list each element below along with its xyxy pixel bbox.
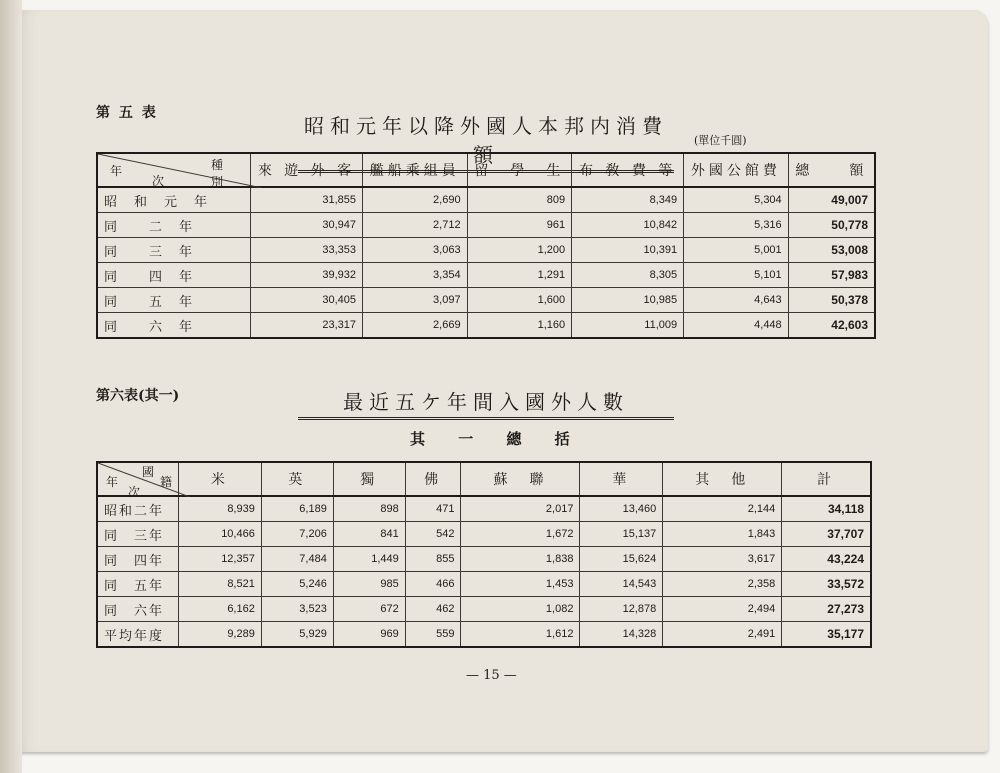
table5-cell: 1,600 [467, 288, 572, 313]
table6-col-header: 華 [580, 462, 663, 496]
table6-cell: 542 [405, 522, 461, 547]
table5-cell: 2,712 [363, 213, 468, 238]
table6-total-cell: 35,177 [782, 622, 871, 648]
table6-cell: 12,878 [580, 597, 663, 622]
table5-cell: 11,009 [572, 313, 684, 339]
table6-subtitle: 其 一 總 括 [410, 430, 584, 448]
table5-cell: 5,001 [684, 238, 789, 263]
table5-cell: 23,317 [251, 313, 363, 339]
table6-cell: 2,491 [663, 622, 782, 648]
table5-corner-cell [97, 153, 260, 189]
table6-col-header: 蘇 聯 [461, 462, 580, 496]
table6-cell: 1,838 [461, 547, 580, 572]
table6-label: 第六表(其一) [96, 388, 180, 404]
table6-col-header: 獨 [333, 462, 405, 496]
table5-row [97, 238, 875, 263]
table6-cell: 2,144 [663, 496, 782, 522]
table6-corner-mid: 籍 [160, 475, 177, 489]
table6-cell: 7,206 [261, 522, 333, 547]
table6-total-cell: 37,707 [782, 522, 871, 547]
table5-cell: 2,669 [363, 313, 468, 339]
table6-cell: 1,449 [333, 547, 405, 572]
table5-cell: 31,855 [251, 187, 363, 213]
table6-header-row [97, 462, 871, 496]
table6-cell: 7,484 [261, 547, 333, 572]
table6-cell: 15,624 [580, 547, 663, 572]
table6-row-label: 平均年度 [97, 622, 179, 648]
table6-row [97, 547, 871, 572]
table5-cell: 5,304 [684, 187, 789, 213]
table6-corner-cell [97, 462, 179, 499]
table5-row-label: 同 四 年 [97, 263, 251, 288]
table5-row-label: 同 五 年 [97, 288, 251, 313]
table6-cell: 559 [405, 622, 461, 648]
table5-row [97, 187, 875, 213]
table6-cell: 8,939 [179, 496, 262, 522]
table5-cell: 4,643 [684, 288, 789, 313]
table6-cell: 6,162 [179, 597, 262, 622]
table6-row [97, 622, 871, 648]
table6-cell: 855 [405, 547, 461, 572]
table6-cell: 1,843 [663, 522, 782, 547]
table6-col-header: 米 [179, 462, 262, 496]
table6-cell: 15,137 [580, 522, 663, 547]
table6-col-header: 英 [261, 462, 333, 496]
table6-title: 最近五ケ年間入國外人數 [298, 386, 674, 420]
table5-row [97, 288, 875, 313]
table5-total-cell: 50,778 [788, 213, 875, 238]
table5-cell: 3,097 [363, 288, 468, 313]
table5-row-label: 同 六 年 [97, 313, 251, 339]
table5-cell: 5,101 [684, 263, 789, 288]
table6-cell: 672 [333, 597, 405, 622]
table6-cell: 6,189 [261, 496, 333, 522]
table5-col-header: 總 額 [788, 153, 875, 187]
table5-cell: 3,354 [363, 263, 468, 288]
table6-row [97, 572, 871, 597]
book-gutter [0, 0, 22, 773]
table6-cell: 2,358 [663, 572, 782, 597]
table5-corner-left: 年 [110, 164, 127, 178]
table6-cell: 462 [405, 597, 461, 622]
table5-label: 第 五 表 [96, 105, 158, 121]
table6-corner-bottom: 次 [128, 485, 145, 499]
table5-row [97, 213, 875, 238]
table6-cell: 14,328 [580, 622, 663, 648]
table6-cell: 1,672 [461, 522, 580, 547]
table6-total-cell: 34,118 [782, 496, 871, 522]
table5-col-header: 留 學 生 [467, 153, 572, 187]
table5-row [97, 263, 875, 288]
table6-col-header: 佛 [405, 462, 461, 496]
table6-cell: 2,494 [663, 597, 782, 622]
table5-cell: 2,690 [363, 187, 468, 213]
table5-col-header: 布 敎 費 等 [572, 153, 684, 187]
table6-cell: 8,521 [179, 572, 262, 597]
table6-row-label: 昭和二年 [97, 496, 179, 522]
table5-cell: 3,063 [363, 238, 468, 263]
table6-row-label: 同 六年 [97, 597, 179, 622]
table6-corner-left: 年 [106, 475, 123, 489]
table6-cell: 3,523 [261, 597, 333, 622]
table5-header-row [97, 153, 875, 187]
table6-row-label: 同 三年 [97, 522, 179, 547]
table6-row [97, 597, 871, 622]
table5-col-header: 外國公館費 [684, 153, 789, 187]
table5-corner-bottom: 次 [152, 174, 169, 188]
table6-row-label: 同 四年 [97, 547, 179, 572]
table5-total-cell: 53,008 [788, 238, 875, 263]
table5-row-label: 昭 和 元 年 [97, 187, 251, 213]
table5-cell: 10,391 [572, 238, 684, 263]
table6-cell: 12,357 [179, 547, 262, 572]
table5-cell: 39,932 [251, 263, 363, 288]
table6-cell: 10,466 [179, 522, 262, 547]
table5-cell: 8,305 [572, 263, 684, 288]
table5-total-cell: 49,007 [788, 187, 875, 213]
table6-row [97, 496, 871, 522]
table6-cell: 9,289 [179, 622, 262, 648]
table5-cell: 1,200 [467, 238, 572, 263]
table5-cell: 33,353 [251, 238, 363, 263]
table6-total-cell: 43,224 [782, 547, 871, 572]
table5-cell: 10,842 [572, 213, 684, 238]
table5-col-header: 來 遊 外 客 [251, 153, 363, 187]
table6 [96, 461, 872, 648]
table5-unit: (單位千圓) [694, 134, 747, 147]
table6-cell: 1,612 [461, 622, 580, 648]
table5-row-label: 同 二 年 [97, 213, 251, 238]
table5-cell: 5,316 [684, 213, 789, 238]
table6-total-cell: 27,273 [782, 597, 871, 622]
table5-row-label: 同 三 年 [97, 238, 251, 263]
table6-cell: 969 [333, 622, 405, 648]
table6-corner-top: 國 [142, 465, 159, 479]
table5-total-cell: 42,603 [788, 313, 875, 339]
table6-cell: 898 [333, 496, 405, 522]
table5-cell: 10,985 [572, 288, 684, 313]
table6-cell: 13,460 [580, 496, 663, 522]
table5-col-header: 艦船乘組員 [363, 153, 468, 187]
table6-cell: 985 [333, 572, 405, 597]
table5-cell: 1,160 [467, 313, 572, 339]
page-number: — 15 — [466, 668, 517, 683]
table5-total-cell: 57,983 [788, 263, 875, 288]
table6-cell: 466 [405, 572, 461, 597]
table5-title: 昭和元年以降外國人本邦内消費額 [298, 110, 674, 173]
table5 [96, 152, 876, 339]
table6-cell: 5,246 [261, 572, 333, 597]
table5-row [97, 313, 875, 339]
table6-cell: 3,617 [663, 547, 782, 572]
table6-total-cell: 33,572 [782, 572, 871, 597]
table6-row-label: 同 五年 [97, 572, 179, 597]
table5-cell: 4,448 [684, 313, 789, 339]
table6-cell: 1,453 [461, 572, 580, 597]
table6-cell: 14,543 [580, 572, 663, 597]
table5-cell: 1,291 [467, 263, 572, 288]
table5-cell: 30,947 [251, 213, 363, 238]
table6-cell: 841 [333, 522, 405, 547]
table6-row [97, 522, 871, 547]
table5-cell: 8,349 [572, 187, 684, 213]
table6-cell: 2,017 [461, 496, 580, 522]
table5-cell: 30,405 [251, 288, 363, 313]
table6-col-header: 計 [782, 462, 871, 496]
table6-col-header: 其 他 [663, 462, 782, 496]
table6-cell: 1,082 [461, 597, 580, 622]
table5-corner-top: 種 別 [210, 158, 260, 189]
table5-cell: 809 [467, 187, 572, 213]
table5-total-cell: 50,378 [788, 288, 875, 313]
table6-cell: 471 [405, 496, 461, 522]
table5-cell: 961 [467, 213, 572, 238]
table6-cell: 5,929 [261, 622, 333, 648]
